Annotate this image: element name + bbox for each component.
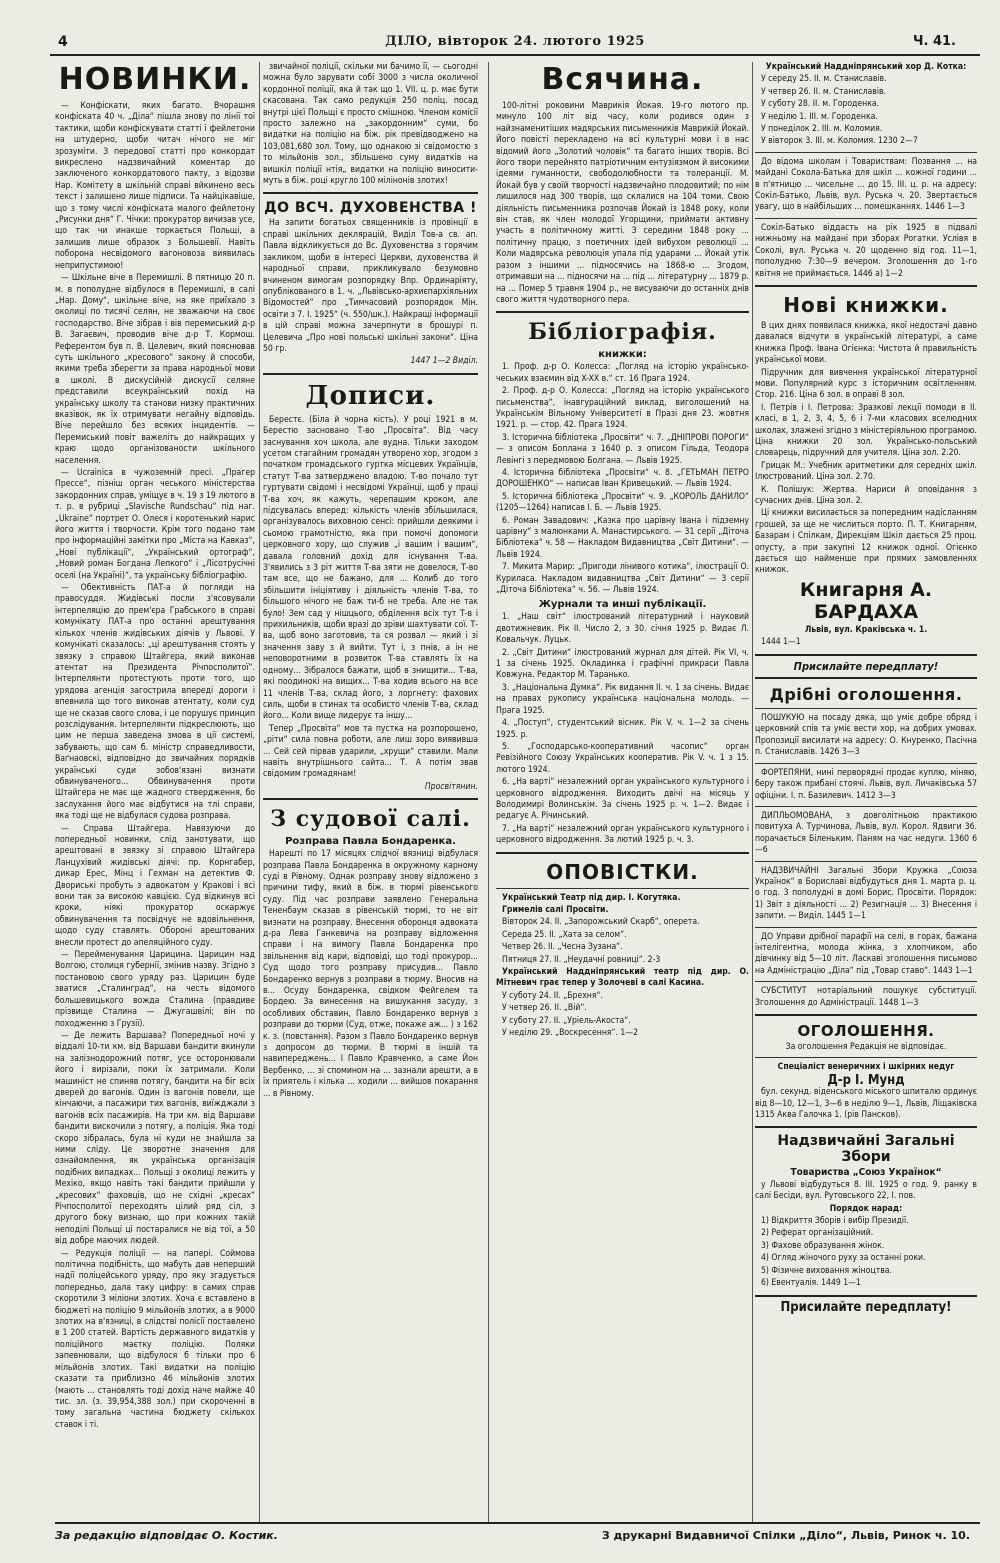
news-list: [55, 101, 255, 1431]
choir-item: У вівторок 3. III. м. Коломия. 1230 2—7: [761, 136, 918, 147]
announcement-item: Український Наддніпрянський театр під дир. О. Мітневич грає тепер у Золочеві в салі Касина.: [496, 967, 749, 989]
divider: [755, 708, 977, 709]
divider: [755, 218, 977, 219]
divider: [755, 1057, 977, 1058]
divider: [755, 981, 977, 982]
divider: [755, 1126, 977, 1128]
doctor-name: Д-р І. Мунд: [827, 1072, 905, 1088]
books-text: К. Полішук: Жертва. Нариси й оповідання з сучасних днів. Ціна зол. 2.: [755, 484, 977, 506]
bibliography-subheading: книжки:: [598, 349, 647, 361]
agenda-item: 5) Фізичне виховання жіноцтва.: [761, 1265, 892, 1276]
announcement-item: У суботу 24. II. „Брехня“.: [502, 990, 603, 1001]
agenda-heading: Порядок нарад:: [829, 1203, 903, 1214]
choir-item: У середу 25. II. м. Станиславів.: [761, 74, 887, 85]
dopysy-text: Берестє. (Біла й чорна кість). У році 1921 в м. Берестю засновано Т-во „Просвіта“. Від часу заснування хоч школа, але вудна. Тільки заходом усетом стагайним громадян утворено хор, згодом з початком громадського гуртка місцевих Українців, статут Т-ва затверджено владою. Т-во почало тут гуртувати свідомі і несвідомі Українці, щоб у праці Т-ва хоч, як кажуть, черепашим кроком, але підсувалась вперед: кількість членів збільшилася, організувалось виховною сенсі: прийшли деякими і сьомою грамотністю, яка при помочі допомоги церковного хору, що служив „і вашим і вашим“, давала головний дохід для існування Т-ва. З'явились з 3 ріт життя Т-ва зяти не довелося, Т-во там все, що не бажано, для ... Колиб до того збільшити ініціятиву і діяльність членів Т-ва, то більшого нічого не баж ти-б не треба. Але не так було! Зем сад у нішцього, обділення всіх тут Т-в і прихильників, щоби вразі до зріви шахтувати сої. Т-ва, щоб воно заготовив, та ся розвал — який і зі значення заву з й вийти. Тут і, з пнів, а ін не неповоротними в розвиток Т-ва ставлять їх на одному... Зібралося бажати, щоб в знищити... Т-ва, які поодинокі на вищих... Т-ва ходив всього на все 11 членів Т-ва, склад його, з лоргнету: фахових силь, щоби в стинах та особисто членів Т-ва, склад його... Коли вище лидерує та іншу...: [263, 414, 478, 722]
news-item: — Конфіскати, яких багато. Вчорашня конфіската 40 ч. „Діла“ пішла знову по лінії тої тактики, щоби конфіскувати статті і фейлетони на штудерно, щоби читач нічого не міг зрозуміти. З передової статті про конкордат викреслено надзвичайний коментар до заключеного конкордатового пакту, з відозви Нар. Комітету в шкільній справі вйкинено весь текст і залишено лише підписи. Та найцікавіше, що з тому числі конфіската малого фейлетону „Рисунки дня“ Г. Чічки: прокуратор вичизав усе, що так чи инакше торкається Польщі, а залишив лише образок з Большевії. Навіть поборона несвідомого вагоновоза виявилась неприпустимою!: [55, 101, 255, 271]
books-text: Грицак М.: Учебник аритметики для середніх шкіл. Ілюстрований. Ціна зол. 2.70.: [755, 460, 977, 483]
footer: [55, 1522, 980, 1546]
vsiachyna-text: 100-літні роковини Маврикія Йокая. 19-го лютого пр. минуло 100 літ від часу, коли родився один з найзнаменитіших мадярських письменників Маврикій Йокай. Його повісті перекладено на всі культурні мови і в нас відомий його „Золотий чоловік“ та багато інших творів. Всі його твори перейнято патріотичним ентузіязмом й високими ідеями гуманности, свободолюбности та толеранції. М. Йокай був у своїй творчості надзвичайно плодовитий; по нім лишилося над 300 творів, що склалися на 104 томи. Свою діяльність письменника розпочав Йокай із 1848 року, коли він став, як член молодої Угорщини, приймати активну участь в політичному житті. З середини 1848 року ... політичну працю, з поетичних ідей вибухом революції ... Коли мадярська революція упала під ударами ... Йокай утік разом з іншими ... підносячись на 1868-ю ... Згодом, отримавши на ... підносячи на ... під ... літературну ... 1879 р. на ... Помер 5 травня 1904 р., не висуваючи до останніх днів свого життя чудотворного пера.: [496, 101, 749, 305]
ads-heading: ОГОЛОШЕННЯ.: [797, 1022, 935, 1040]
column-two: [263, 62, 478, 1517]
divider: [755, 285, 977, 287]
divider: [263, 192, 478, 194]
divider: [755, 806, 977, 807]
news-item: — Ucrainica в чужоземній пресі. „Прагер Прессе“, пізніш орган чеського міністерства закордонних справ, уміщує в ч. 19 з 19 лютого в т. р. в рубриці „Slavische Rundschau“ під наг. „Ukraine“ портрет О. Олеся і коротенький нарис його життя і творчости. Крім того подано там про інформаційні замітки про „Міста на Кавказ“, „Нові публікації“, „Український ортограф“, „Новий роман Богдана Лепкого“ і „Лісотрусічні оселі (на Україні)“, та українську бібліографію.: [55, 468, 255, 581]
journal-item: 4. „Поступ“, студентський вісник. Рік V. ч. 1—2 за січень 1925. р.: [496, 718, 749, 740]
divider: [755, 1295, 977, 1297]
books-text: Підручник для вивчення української літературної мови. Популярний курс з історичним освітленням. Стор. 216. Ціна 6 зол. в оправі 8 зол.: [755, 367, 977, 401]
clergy-signature: 1447 1—2 Виділ.: [410, 356, 478, 367]
divider: [755, 1014, 977, 1016]
meeting-organization: Товариства „Союз Українок“: [790, 1167, 942, 1179]
news-item: — Обективність ПАТ-а й погляди на правосуддя. Жидівські посли з'ясовували інтерпеляцію до прем'єра Грабського в справі комунікату ПАТ-а про останні арештування кількох членів жидівських діячів у Львові. У комунікаті сказалось: „ці арештування стоять у звязку з справою Штайгера, який виконав атентат на Президента Річпосполитої“. Інтерпелянти протестують проти того, що урядова агенція загострила впереді дороги і впевнила що того виконав атентату, коли суд ще не сказав свого слова, і це порушує принцип розслідування. Інтерпелянти підкреслюють, що цим не перша заведена змова в ції системі, забувають, що сам б. міністр справедливости, Ваґнаовскі, відповідно до звичайних порядків українські суди зобов'язані визнати обвинуваченого... Обвинувачення проти Штайгера не має ще жадного ствердження, бо заслухання його має відбутися на тлі справи, яка тоді ще не відбулася судова розправа.: [55, 583, 255, 822]
new-books-heading: Нові книжки.: [783, 292, 949, 317]
choir-item: У суботу 28. II. м. Городенка.: [761, 99, 880, 110]
announcement-item: Середа 25. II. „Хата за селом“.: [502, 929, 627, 940]
column-four: [755, 62, 977, 1517]
news-item: — Справа Штайгера. Навязуючи до попередньої новинки, слід занотувати, що арештовані в звязку зі справою Штайгера Ланцухівий жидівські діячі: пр. Корнгабер, дикар Ерес, Мінц і Гехман на детектив Ф. Двориські пробуть з адвокатом у Кракові і всі вони так за високою кавцією. Суд відкинув всі кроки, ніякі прокуратор оскаржує обвинувачення та посвідчує не вдовільнення, щодо суду ставлять. Обороні арештованих внесли протест до апеляційного суду.: [55, 823, 255, 948]
news-heading: НОВИНКИ.: [58, 62, 252, 97]
column-rule: [259, 62, 260, 1522]
masthead: [50, 32, 980, 56]
divider: [755, 654, 977, 656]
news-item: — Перейменування Царицина. Царицин над Волгою, столиця губернії, змінив назву. Згідно з постановою свого уряду раз. Царицин буде зватися „Сталинград“, на честь відомого большевицького вожда Сталина (правдиве прізвище Сталина — Джугашвілі; він по походженню з Грузії).: [55, 950, 255, 1029]
books-text: І. Петрів і І. Петрова: Зразкові лекції помоди в II. класі, в 1, 2, 3, 4, 5, 6 і 7-ми класових вселюдних школах, злажені згідно з міністеріяльною програмою. Ціна книжки 20 зол. Українсько-польський словарець, підручний для учителя. Ціна зол. 2.20.: [755, 402, 977, 459]
small-ad: ДО Управи дрібної парафії на селі, в горах, бажана інтелігентна, молода жінка, з хлопчиком, або дівчинку від 5—10 літ. Ласкаві зголошення письмово на Адміністрацію „Діла“ під „Товар ставо“. 1443 1—1: [755, 931, 977, 976]
school-notice: До відома школам і Товариствам: Позвання ... на майдані Сокола-Батька для шкіл ... кожної години ... в п'ятницю ... чисельне ... до 15. III. ц. р. на адресу: Сокіл-Батько, Львів, вул. Руська ч. 20. Звертається увагу, що в найбільших ... помешканнях. 1446 1—3: [755, 156, 977, 213]
vsiachyna-heading: Всячина.: [541, 62, 704, 97]
page-number: 4: [58, 34, 68, 50]
meeting-heading: Надзвичайні Загальні Збори: [777, 1133, 955, 1166]
meeting-text: у Львові відбудуться 8. III. 1925 о год. 9. ранку в салі Бесіди, вул. Рутовського 22, І. пов.: [755, 1179, 977, 1202]
small-ad: ДИПЛЬОМОВАНА, з довголітньою практикою повитуха А. Турчинова, Львів, вул. Корол. Ядвиги 36. порачається Біленьким. Паням на час недуги. 1360 6—6: [755, 810, 977, 856]
court-subheading: Розправа Павла Бондаренка.: [285, 836, 456, 848]
announcement-item: У четвер 26. II. „Вій“.: [502, 1003, 587, 1014]
bibliography-item: 6. Роман Завадович: „Казка про царівну Івана і підземну царівну“ з малюнками А. Манастирського. — 31 серії „Діточа Бібліотека“ ч. 58 — Накладом Видавництва „Світ Дитини“. — Львів 1924.: [496, 515, 749, 560]
books-text: Ці книжки висилається за попередним надісланням грошей, за ще не числиться порто. П. Т. Книгарням, Базарам і Спілкам, Дирекціям Шкіл дається 25 проц. опусту, а при закупні 12 книжок одної. Огієнко дається що найменше при прямих замовленнях книжок.: [755, 508, 977, 576]
column-rule: [488, 62, 489, 1522]
doctor-text: бул. секунд. віденського міського шпиталю ординує від 8—10, 12—1, 3—6 в неділю 9—1, Львів, Ліщаківска 1315 Аква Галочка 1. (рів Пансков).: [755, 1087, 977, 1121]
masthead-title: ДІЛО, вівторок 24. лютого 1925: [385, 34, 645, 49]
column-news: [55, 62, 255, 1517]
journal-item: 2. „Світ Дитини“ ілюстрований журнал для дітей. Рік VI, ч. 1 за січень 1925. Окладинка і графічні прикраси Павла Ковжуна. Редактор М. Таранько.: [496, 647, 749, 681]
agenda-item: 2) Реферат організаційний.: [761, 1228, 874, 1239]
divider: [755, 152, 977, 153]
bibliography-item: 7. Микита Марир: „Пригоди лінивого котика“, ілюстрації О. Куриласа. Накладом видавництва „Світ Дитини“ — 3 серії „Діточа Бібліотека“ ч. 56. — Львів 1924.: [496, 562, 749, 596]
journal-item: 5. „Господарсько-кооперативний часопис“ орган Ревізійного Союзу Українських кооператив. Рік V. ч. 1 з 15. лютого 1924.: [496, 741, 749, 775]
choir-heading: Український Наддніпрянський хор Д. Котка:: [765, 62, 967, 72]
bibliography-item: 2. Проф. д-р О. Колесса: „Погляд на історію українського письменства“, інавгураційний виклад, виголошений на Українськім Вільному Університеті в Празі дня 23. жовтня 1921. р. — стор. 42. Прага 1924.: [496, 386, 749, 431]
column-three: [496, 62, 749, 1517]
divider: [263, 373, 478, 375]
clergy-heading: ДО ВСЧ. ДУХОВЕНСТВА !: [264, 200, 477, 217]
divider: [496, 852, 749, 854]
announcement-item: Четвер 26. II. „Чесна Зузана“.: [502, 942, 623, 953]
subscribe-notice: Присилайте передплату!: [793, 659, 939, 673]
choir-item: У четвер 26. II. м. Станиславів.: [761, 86, 886, 97]
announcement-item: Гримелів салі Просвіти.: [502, 904, 609, 915]
subscribe-notice: Присилайте передплату!: [780, 1299, 952, 1315]
column-rule: [752, 62, 753, 1522]
small-ads-heading: Дрібні оголошення.: [769, 685, 963, 705]
news-continuation: звичайної поліції, скільки ми бачимо її, — сьогодні можна було зарувати собі 3000 з числа околичної кордонної поліції, яка й так що 1. VII. ц. р. має бути скасована. Так само редукція 250 поліц. посад внутрі цієї Польщі є просто смішною. Членом комісії просто залежно на „закордонним“ суми, бо видатки на поліцію на біж. рік превідводжено на 103,081,680 зол. Тому, що однакою зі свідомостю з то мільйонів зол., збільшено суму видатків на вишкіл поліції нтія„ видатки на поліцію виносити-муть в біж. році кругло 100 мілінонів злотих!: [263, 62, 478, 187]
journal-item: 7. „На варті“ незалежний орган українського культурного і церковного відродження. За лютий 1925 р. ч. 3.: [496, 823, 749, 846]
journal-item: 6. „На варті“ незалежний орган українського культурного і церковного відродження. Виходить двічі на місяць у Володимирі Волинськім. За січень 1925 р. ч. 1—2. Видає і редагує А. Річинський.: [496, 777, 749, 822]
editor-credit: За редакцію відповідає О. Костик.: [55, 1529, 278, 1542]
journal-item: 1. „Наш світ“ ілюстрований літературний і науковий двотижневик. Рік II. Число 2, з 30. січня 1925 р. Видає Л. Ковальчук. Луцьк.: [496, 612, 749, 646]
divider: [755, 861, 977, 862]
agenda-item: 1) Відкриття Зборів і вибір Президії.: [761, 1216, 909, 1227]
dopysy-text: Тепер „Просвіта“ мов та пустка на розпорошено, „ріти“ сила повна роботи, але лиш зоро виявивша ... Сей сей пірвав ударили, „хрущи“ ставили. Мали навіть внутрішнього сайта... Т. А потім звав свідомим громадянам!: [263, 723, 478, 780]
agenda-item: 4) Огляд жіночого руху за останні роки.: [761, 1253, 926, 1264]
journal-item: 3. „Національна Думка“. Рік видання II. ч. 1 за січень. Видає на правах рукопису українська національна молодь. — Прага 1925.: [496, 682, 749, 716]
announcement-item: У неділю 29. „Воскресення“. 1—2: [502, 1028, 639, 1039]
small-ad: ПОШУКУЮ на посаду дяка, що уміє добре обряд і церковний спів та уміє вести хор, на добрих умовах. Пропозиції висилати на адресу: О. Кнуренко, Пасічна п. Станиславів. 1426 3—3: [755, 713, 977, 758]
dopysy-heading: Дописи.: [305, 380, 436, 411]
choir-item: У неділю 1. III. м. Городенка.: [761, 111, 878, 122]
sokil-notice: Сокіл-Батько віддасть на рік 1925 в підвалі нижньому на майдані при зборах Рогатки. Услівя в Соколі, вул. Руська ч. 20 щоденно від год. 11—1, пополудню 7:30—9 вечером. Зголошення до 1-го квітня не приймається. 1446 а) 1—2: [755, 222, 977, 279]
bibliography-heading: Бібліографія.: [528, 319, 717, 346]
issue-number: Ч. 41.: [913, 34, 956, 49]
bibliography-item: 3. Історична бібліотека „Просвіти“ ч. 7. „ДНІПРОВІ ПОРОГИ“ — з описом Боплана з 1640 р. з описом Гільда, Теодора Левінгі з передмовою Болгана. — Львів 1925.: [496, 432, 749, 466]
announcement-item: Пятниця 27. II. „Неудачні ровниці“. 2-3: [502, 954, 661, 965]
ads-disclaimer: За оголошення Редакція не відповідає.: [785, 1042, 947, 1052]
small-ad: НАДЗВИЧАЙНІ Загальні Збори Кружка „Союза Українок“ в Бориславі відбудуться дня 1. марта р. ц. о год. 3 пополудні в домі Борис. Просвіти. Порядок: 1) Звіт з діяльності ... 2) Резигнація ... 3) Внесення і запити. — Виділ. 1445 1—1: [755, 865, 977, 922]
books-text: В цих днях появилася книжка, якої недостачі давно давалася відчути в українській літературі, а саме книжка Проф. Івана Огієнка: Чистота й правильність української мови.: [755, 320, 977, 366]
clergy-text: На запити богатьох священників із провінції в справі шкільних деклярацій, Виділ Тов-а св. ап. Павла відкликується до Вс. Духовенства з горячим закликом, щоби в інтересі Церкви, духовенства й народньої справи, прикликувало безумовно вчиненом вимогам розпорядку Впр. Ординаріяту, опублікованого в 1. ч. „Львівсько-архиєпархіяльних Відомостей“ про „Тимчасовий розпорядок Мін. освіти з 7. I. 1925“ (ч. 550/шк.). Найкращі інформації в цій справі можна зачерпнути в брошурі п. Целевича „Про нові польські шкільні закони“. Ціна 50 гр.: [263, 218, 478, 354]
small-ad: ФОРТЕПЯНИ, нині перворядні продає куплю, міняю, беру також прибані стоячі. Львів, вул. Личаківська 57 офіціни. І. п. Базилевич. 1412 3—3: [755, 767, 977, 801]
court-text: Нарешті по 17 місяцях слідчої вязниці відбулася розправа Павла Бондаренка в окружному карному суді в Рівному. Однак розправу знову відложено з причини тифу, який в біж. в тюрмі рівенського суду. Під час розправи заявлено Генеральна Тененбаум сказав в рівенській тюрмі, то не віт визнати на розправу. Внесення оборонця адвоката д-ра Лева Ганкевича на розправу відложення справи і на вимогу Павла Бондаренка про звільнення від кари, відповіді, що тоді прокурор... Суд щодо того розправу присудив... Павло Бондаренко вернув з розправи в тюрму. Вносив на в... Осуду Бондаренка, свідком Фейгелем та Бордею. За винесення на вишукання засуду, з особливих обставин, Павло Бондаренко вернув з розправи до тюрми (Суд, отже, покаже аж... ) з 162 к. з. (повстання). Разом з Павло Бондаренко вернув з допросом до тюрми. В тюрмі в іншій та навипереджень... І Павло Кравченко, а саме Йон Вербенко, ... зі спомином на ... зазнали арешти, а в їх приятель і кілька ... ходили ... вийшов покарання ... в Рівному.: [263, 849, 478, 1099]
agenda-item: 6) Евентуалія. 1449 1—1: [761, 1278, 861, 1289]
bookstore-address: Львів, вул. Краківська ч. 1.: [804, 624, 928, 635]
news-item: — Редукція поліції — на папері. Соймова політична подібність, що мабуть дав неперший надії поліцейського уряду, про яку згадується попередньо, дала таку цифру: в самих справ скоротили 3 міліони злотих. Хоча є вставлено в бюджеті на поліцію 9 мільйонів злотих, а в 9000 злотих на в'язниці, в слідстві полісії поставлено в 1 200 статей. Вартість державного видатків у поліційного маєтку поліцію. Поляки запевнювали, що відбулося б тільки про 6 мільйонів злотих. Такі видатки на поліцію сказати та приблизно 46 мільйонів злотих (мають ... становлять тоді дохід наче майже 40 тис. зл. (з. 39,954,388 зол.) при скороченні в тому загальна частина бюджету скількох ставок і ті.: [55, 1248, 255, 1430]
choir-item: У понеділок 2. III. м. Коломия.: [761, 124, 883, 135]
announcements-heading: ОПОВІСТКИ.: [546, 859, 699, 884]
news-item: — Шкільне віче в Перемишлі. В пятницю 20 п. м. в пополудне відбулося в Перемишлі, в салі „Нар. Дому“, шкільне віче, на яке приїхало з околиці по тисячі селян, не зважаючи на своє господарство. Віче зібрав і вів перемиський д-р В. Загаєвич, проводив віче д-р Т. Кормош. Референтом був п. В. Целевич, який пояснював суть шкільного „кресового“ закону й способи, якими треба зберегти за права народньої мови в школі. В дискусійній дискусії селяне представили всеукраїнський похід на українську школу та станови низку практичних вказівок, як їх отримувати негайну відповідь. Віче перейшло без всяких інцидентів. — Перемиський повіт важеліть до найкращих у краю щодо організованости шкільного населення.: [55, 273, 255, 466]
divider: [496, 311, 749, 313]
divider: [755, 763, 977, 764]
divider: [496, 888, 749, 889]
small-ad: СУБСТИТУТ нотаріальний пошукує субституції. Зголошення до Адміністрації. 1448 1—3: [755, 986, 977, 1008]
bookstore-name: Книгарня А. БАРДАХА: [799, 578, 933, 623]
journals-heading: Журнали та инші публікації.: [538, 599, 707, 611]
printer-credit: З друкарні Видавничої Спілки „Діло“, Львів, Ринок ч. 10.: [601, 1529, 970, 1542]
bookstore-code: 1444 1—1: [761, 637, 801, 648]
doctor-specialty: Спеціаліст венеричних і шкірних недуг: [777, 1062, 955, 1073]
bibliography-item: 1. Проф. д-р О. Колесса: „Погляд на історію українсько-чеських взаємин від X-XX в.“ ст. 16 Прага 1924.: [496, 362, 749, 384]
divider: [755, 927, 977, 928]
announcement-item: Український Театр під дир. І. Когутяка.: [502, 892, 681, 903]
dopysy-signature: Просвітянин.: [424, 781, 478, 792]
announcement-item: У суботу 27. II. „Уріель-Акоста“.: [502, 1015, 631, 1026]
bibliography-item: 4. Історична бібліотека „Просвіти“ ч. 8. „ГЕТЬМАН ПЕТРО ДОРОШЕНКО“ — написав Іван Кривецький. — Львів 1924.: [496, 467, 749, 490]
agenda-item: 3) Фахове образування жінок.: [761, 1240, 885, 1251]
court-heading: З судової салі.: [270, 806, 471, 833]
announcement-item: Вівторок 24. II. „Запорожський Скарб“, оперета.: [502, 917, 700, 928]
news-item: — Де лежить Варшава? Попередньої ночі у віддалі 10-ти км. від Варшави бандити вкинули на залізнодорожний потяг, усе осторонювали його і вирізали, поки їх затримали. Коли машиніст не спиняв потягу, бандити на біг всіх дверей до вагонів. Один із вагонів повели, ще кінчаючи, а пасажири тих вагонів, виїжджали з вагонів всіх пасажирів. На три км. від Варшави бандити вискочили з потягу, а поліція. Яка тоді скоро зібралась, була ні куди не знайшла за ними сліду. Це зворотне значення для ознайомлення, як українська організація подібних випадках... Польщі з околиці лежить у Мехіко, якщо навіть такі бандити прийшли у „кресових“ фаховців, що не східні „кресах“ Річпосполитої переходять цілий ряд сіл, з другого боку визнаю, що при кожних такій неподілі Польщі ці постаралися не від тої, а 50 від добре маючих людей.: [55, 1030, 255, 1247]
divider: [263, 798, 478, 800]
bibliography-item: 5. Історична бібліотека „Просвіти“ ч. 9. „КОРОЛЬ ДАНИЛО“ (1205—1264) написав І. Б. — Львів 1925.: [496, 491, 749, 514]
divider: [755, 677, 977, 679]
